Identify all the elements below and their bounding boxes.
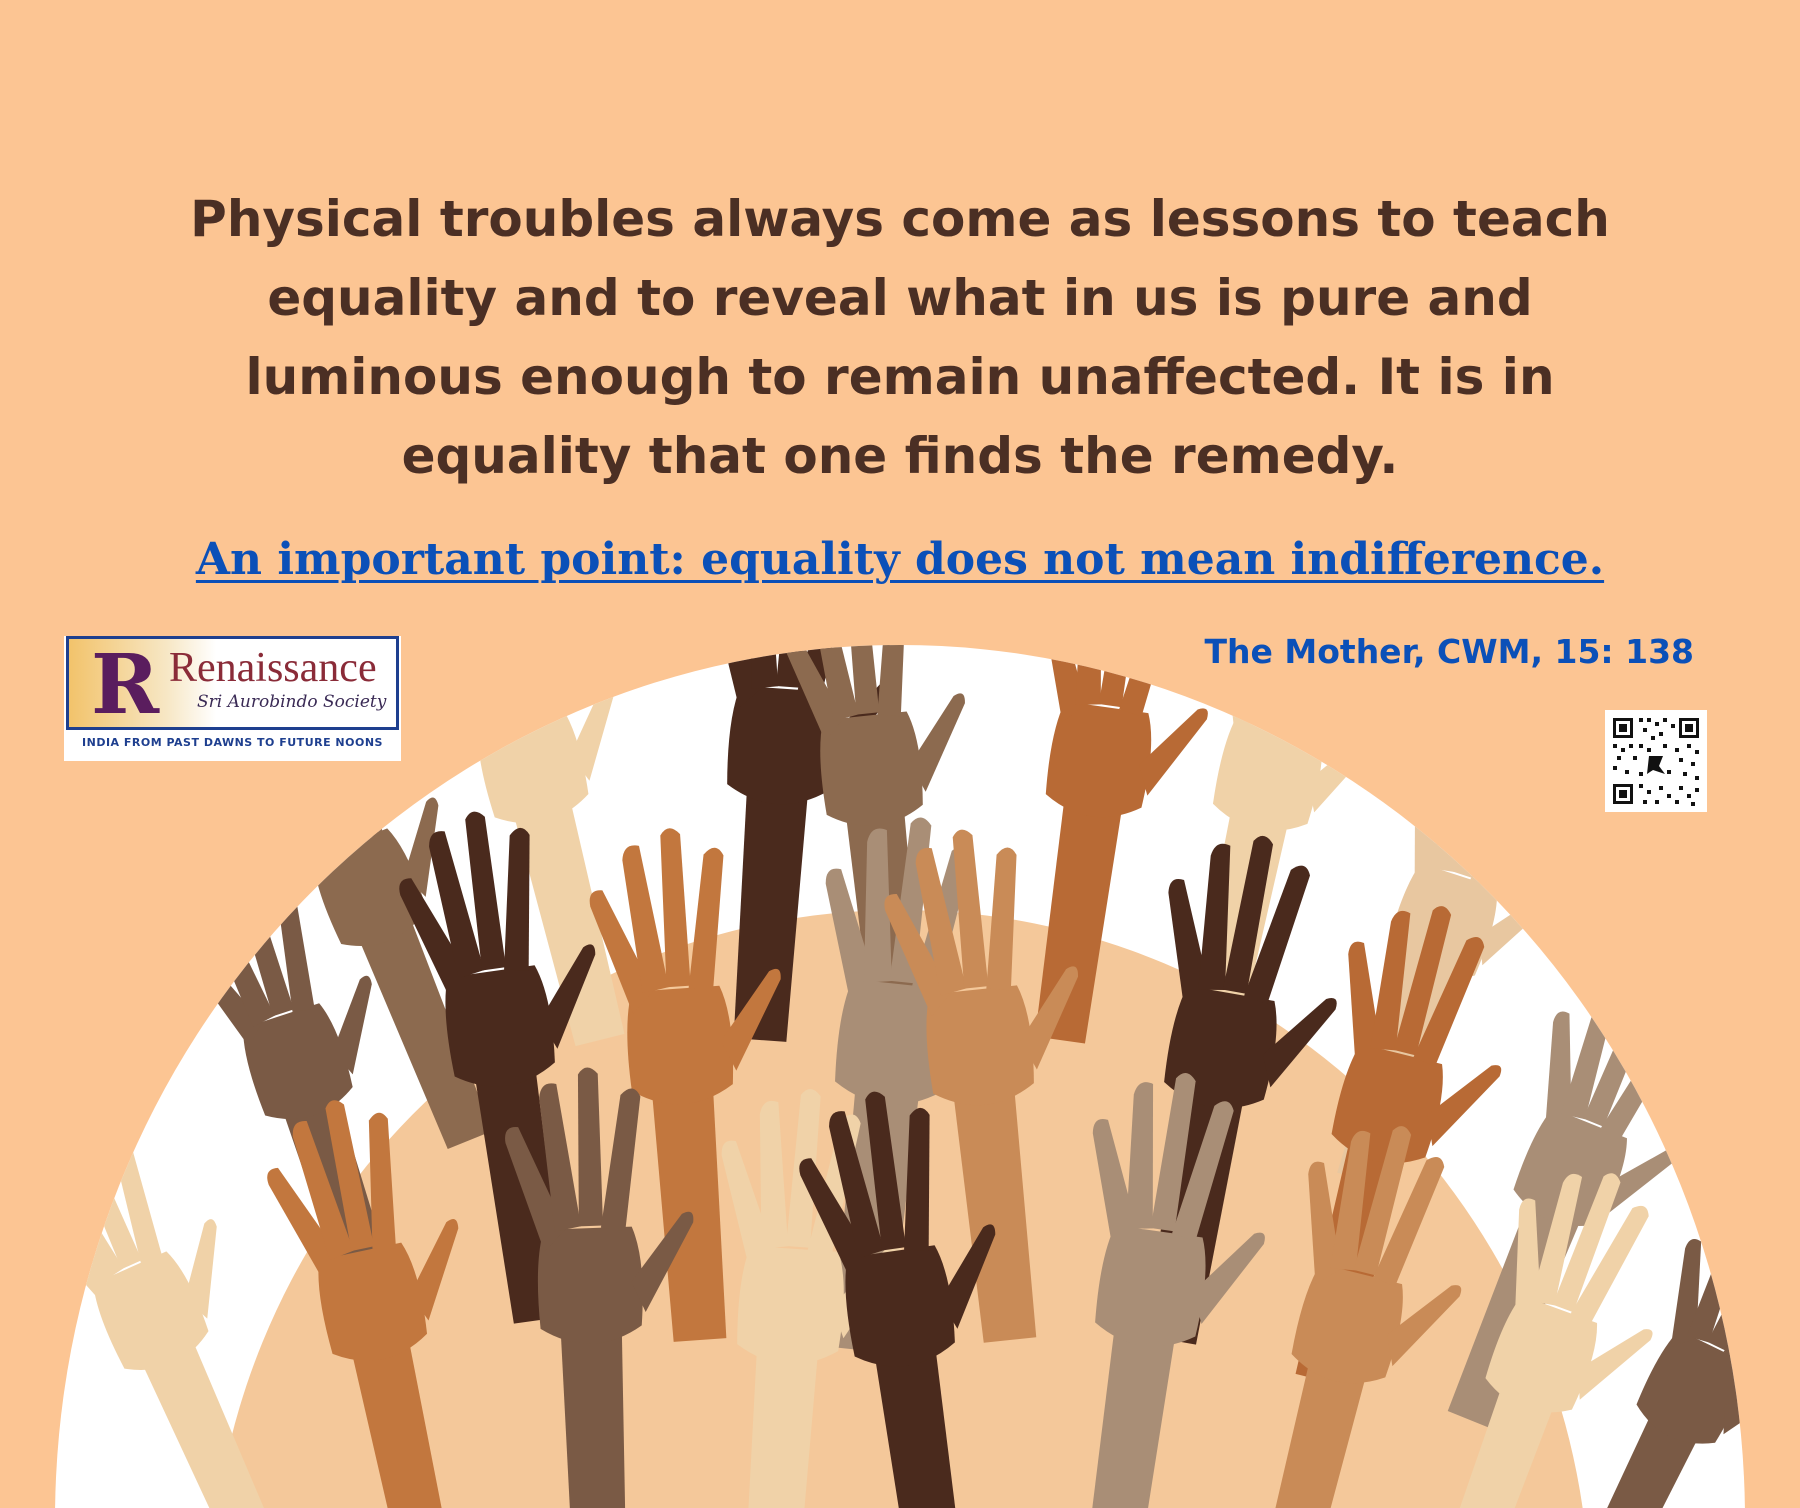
quote-text: Physical troubles always come as lessons to teach equality and to reveal what in us is pure and luminous enough to remain unaffected. It is in equality that one finds the remedy.	[190, 190, 1610, 485]
logo-frame	[66, 636, 399, 733]
logo-subtitle: Sri Aurobindo Society	[197, 692, 387, 712]
qr-code-icon[interactable]	[1605, 710, 1707, 812]
logo-name: Renaissance	[169, 645, 377, 691]
renaissance-logo[interactable]	[64, 636, 401, 761]
important-point-link[interactable]: An important point: equality does not mean indifference.	[195, 534, 1605, 585]
logo-tagline: INDIA FROM PAST DAWNS TO FUTURE NOONS	[82, 736, 383, 749]
qr-code-graphic	[1605, 710, 1707, 812]
logo-letter: R	[91, 637, 160, 733]
attribution-text: The Mother, CWM, 15: 138	[1204, 632, 1694, 671]
